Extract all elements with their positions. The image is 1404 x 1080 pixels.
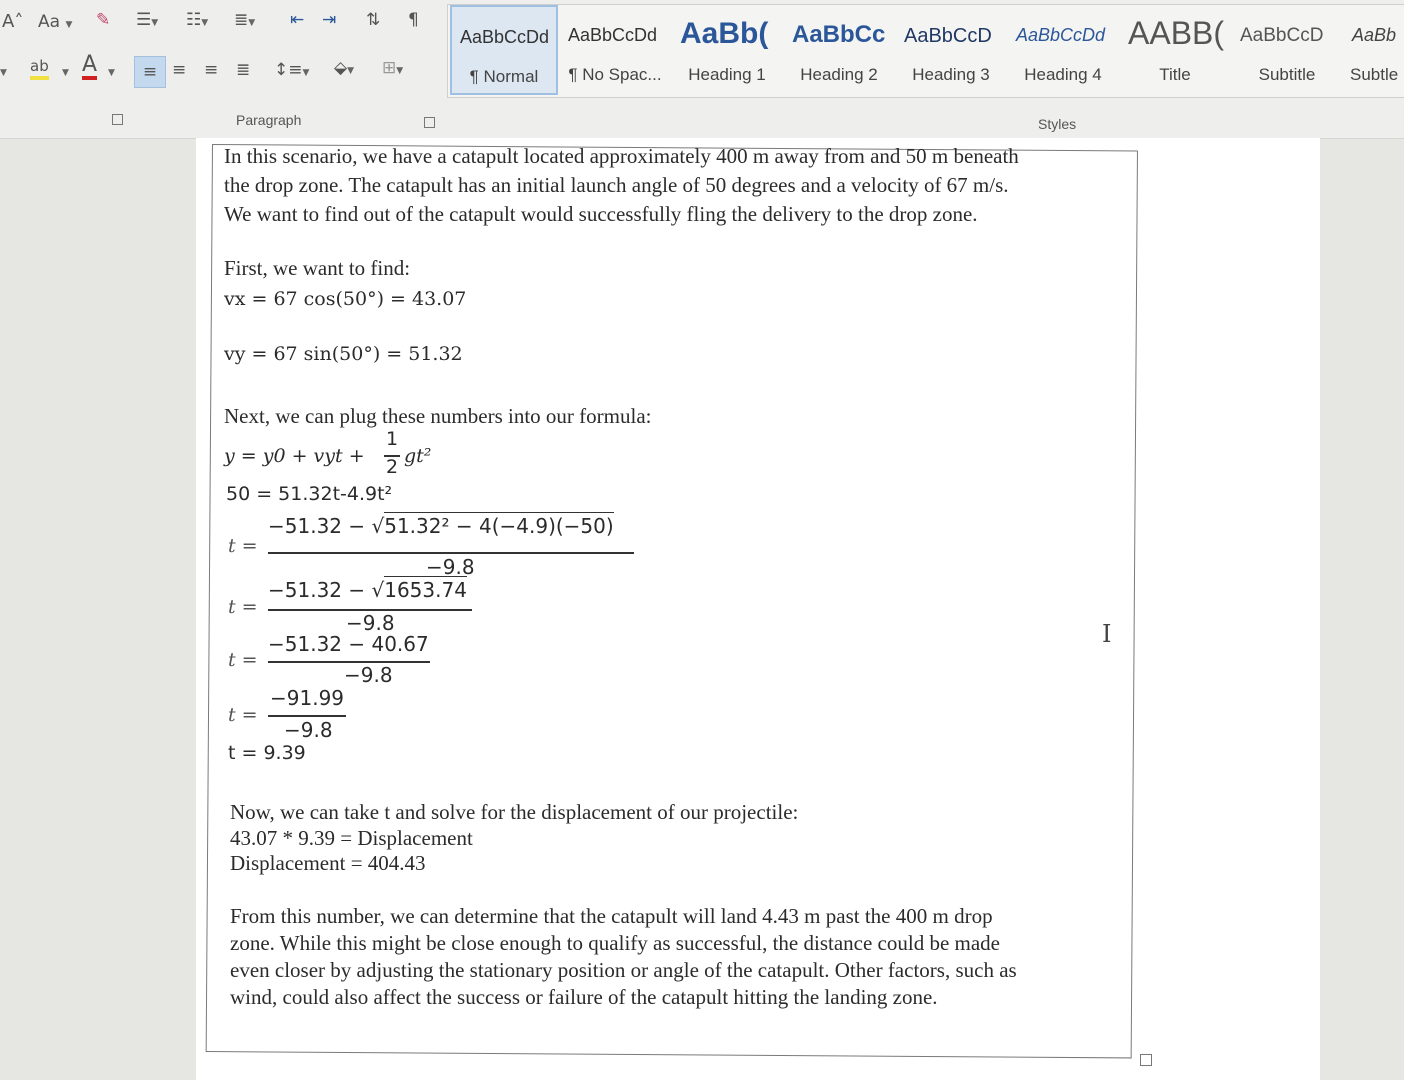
align-center-button[interactable]: ≡ (172, 60, 187, 80)
style-title[interactable] (1120, 5, 1230, 95)
intro-line-1: In this scenario, we have a catapult located approximately 400 m away from and 50 m beneath (224, 144, 1019, 168)
intro-line-3: We want to find out of the catapult would successfully fling the delivery to the drop zone. (224, 202, 978, 226)
fraction-4-denominator: −9.8 (284, 718, 333, 742)
style-name: Subtitle (1258, 65, 1316, 84)
style-heading-1[interactable] (672, 5, 782, 95)
fraction-1-radicand: 51.32² − 4(−4.9)(−50) (384, 514, 614, 538)
style-no-spacing[interactable] (560, 5, 670, 95)
styles-gallery (447, 4, 1404, 98)
style-preview: AaBbCcD (1240, 25, 1324, 46)
paragraph-group-launcher-icon[interactable] (424, 117, 435, 128)
style-preview: AaBb (1352, 25, 1397, 45)
font-color-button[interactable] (82, 54, 97, 80)
font-color-label: A (82, 52, 98, 77)
style-name: Subtle (1350, 65, 1399, 84)
align-right-button[interactable]: ≡ (204, 60, 219, 80)
now-line: Now, we can take t and solve for the displacement of our projectile: (230, 800, 799, 824)
fraction-1-denominator: −9.8 (426, 555, 475, 579)
bullets-button[interactable]: ☰▼ (136, 10, 159, 30)
i-beam-cursor-icon: I (1102, 620, 1112, 648)
clear-formatting-icon[interactable]: ✎ (96, 10, 111, 30)
style-normal[interactable] (450, 5, 558, 95)
intro-line-2: the drop zone. The catapult has an initial launch angle of 50 degrees and a velocity of 67 m/s. (224, 173, 1009, 197)
highlight-button[interactable] (30, 56, 49, 80)
shading-button[interactable]: ⬙▼ (334, 58, 354, 78)
style-preview: AaBbCcDd (1016, 25, 1106, 45)
multilevel-list-button[interactable]: ≣▼ (234, 10, 256, 30)
fraction-3-denominator: −9.8 (344, 663, 393, 687)
text-effects-dropdown[interactable]: ▼ (0, 68, 7, 78)
conclusion-line-3: even closer by adjusting the stationary position or angle of the catapult. Other factors, such as (230, 958, 1017, 982)
fraction-bar (268, 552, 634, 554)
fraction-2-prefix: −51.32 − √ (268, 578, 385, 602)
paragraph-group-label: Paragraph (236, 112, 302, 128)
style-name: Heading 1 (688, 65, 766, 84)
style-name: Heading 3 (912, 65, 990, 84)
t-label-1: t = (228, 535, 258, 557)
vx-equation: vx = 67 cos(50°) = 43.07 (224, 288, 467, 310)
borders-button[interactable]: ⊞▼ (382, 58, 404, 78)
style-name: Title (1159, 65, 1191, 84)
formula-lhs: y = y0 + vyt + (224, 445, 365, 467)
fraction-2-numerator (268, 578, 467, 602)
fraction-2-radicand: 1653.74 (384, 578, 467, 602)
justify-button[interactable]: ≣ (236, 60, 251, 80)
change-case-label: Aa (38, 12, 61, 32)
decrease-indent-button[interactable]: ⇤ (290, 10, 305, 30)
fraction-4-numerator: −91.99 (270, 686, 345, 710)
increase-indent-button[interactable]: ⇥ (322, 10, 337, 30)
conclusion-line-2: zone. While this might be close enough to qualify as successful, the distance could be made (230, 931, 1000, 955)
style-subtle[interactable] (1344, 5, 1404, 95)
style-name: ¶ Normal (469, 67, 539, 86)
highlight-label: ab (30, 57, 49, 75)
next-line: Next, we can plug these numbers into our formula: (224, 404, 652, 428)
equation-50: 50 = 51.32t-4.9t² (226, 483, 393, 505)
ribbon (0, 0, 1404, 139)
formula-half-denominator: 2 (386, 456, 399, 478)
vy-equation: vy = 67 sin(50°) = 51.32 (224, 343, 463, 365)
style-preview: AaBbCcDd (568, 25, 658, 45)
t-result: t = 9.39 (228, 742, 306, 764)
style-preview: AABB( (1128, 15, 1225, 51)
line-spacing-button[interactable]: ↕≡▼ (274, 60, 310, 80)
style-preview: AaBbCcDd (460, 27, 550, 47)
grow-font-button[interactable]: A˄ (2, 11, 24, 32)
sort-button[interactable]: ⇅ (366, 10, 381, 30)
align-left-button[interactable]: ≡ (134, 56, 166, 88)
formula-half-numerator: 1 (386, 428, 399, 450)
style-heading-4[interactable] (1008, 5, 1118, 95)
style-name: Heading 4 (1024, 65, 1102, 84)
fraction-bar (268, 715, 346, 717)
conclusion-line-4: wind, could also affect the success or failure of the catapult hitting the landing zone. (230, 985, 938, 1009)
style-name: Heading 2 (800, 65, 878, 84)
style-preview: AaBbCc (792, 21, 886, 48)
numbering-button[interactable]: ☷▼ (186, 10, 209, 30)
document-page[interactable] (196, 138, 1320, 1080)
formula-rhs: gt² (404, 445, 432, 467)
fraction-1-numerator (268, 514, 614, 538)
t-label-2: t = (228, 596, 258, 618)
grow-font-label: A (2, 11, 15, 32)
style-name: ¶ No Spac... (568, 65, 662, 84)
style-preview: AaBb( (680, 17, 769, 50)
font-group-launcher-icon[interactable] (112, 114, 123, 125)
style-subtitle[interactable] (1232, 5, 1342, 95)
style-heading-2[interactable] (784, 5, 894, 95)
fraction-1-prefix: −51.32 − √ (268, 514, 385, 538)
fraction-3-numerator: −51.32 − 40.67 (268, 632, 429, 656)
style-heading-3[interactable] (896, 5, 1006, 95)
t-label-3: t = (228, 649, 258, 671)
font-color-dropdown[interactable]: ▼ (108, 68, 115, 78)
conclusion-line-1: From this number, we can determine that the catapult will land 4.43 m past the 400 m drop (230, 904, 993, 928)
displacement-equation: 43.07 * 9.39 = Displacement (230, 826, 473, 850)
pilcrow-icon: ¶ (408, 10, 419, 30)
show-formatting-button[interactable] (408, 10, 419, 30)
change-case-button[interactable]: Aa ▼ (38, 12, 73, 32)
highlight-dropdown[interactable]: ▼ (62, 68, 69, 78)
t-label-4: t = (228, 704, 258, 726)
styles-group-label: Styles (1038, 116, 1077, 132)
displacement-result: Displacement = 404.43 (230, 851, 426, 875)
first-line: First, we want to find: (224, 256, 411, 280)
resize-handle[interactable] (1140, 1054, 1152, 1066)
style-preview: AaBbCcD (904, 25, 992, 47)
fraction-2-denominator: −9.8 (346, 611, 395, 635)
